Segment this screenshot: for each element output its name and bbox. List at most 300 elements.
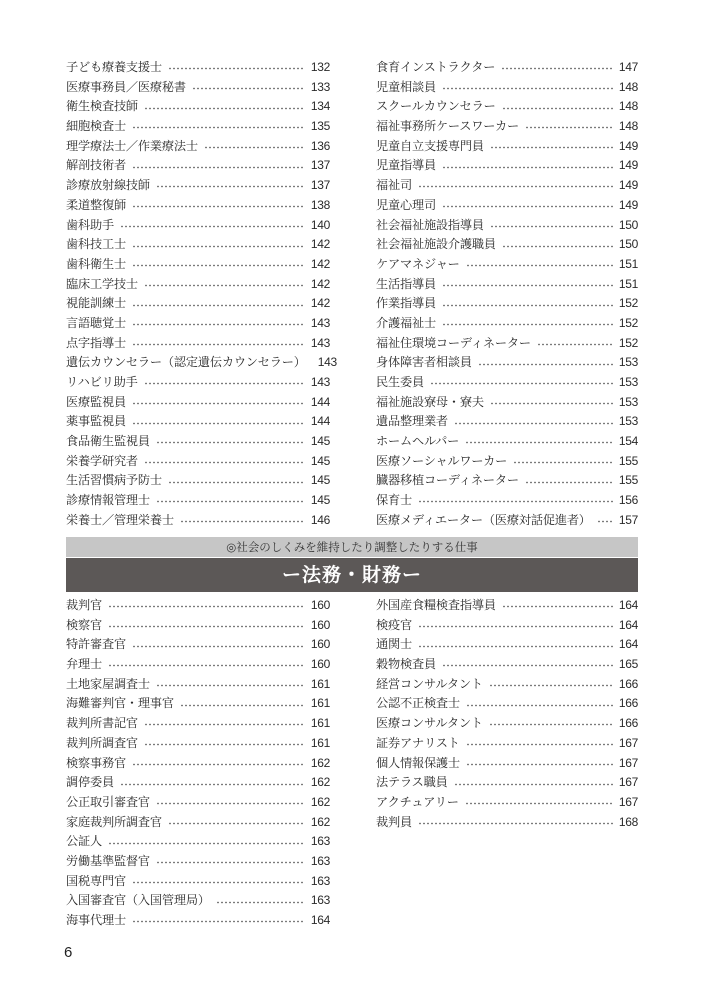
toc-entry-page: 150 bbox=[618, 217, 638, 232]
toc-entry-page: 162 bbox=[310, 814, 330, 829]
toc-entry[interactable] bbox=[66, 616, 330, 636]
toc-entry-page: 143 bbox=[317, 355, 337, 370]
toc-entry[interactable] bbox=[376, 754, 638, 774]
toc-entry[interactable] bbox=[376, 655, 638, 675]
toc-column-health-left bbox=[66, 58, 337, 531]
toc-column-law-left bbox=[66, 596, 330, 931]
toc-entry[interactable] bbox=[376, 694, 638, 714]
toc-entry-page: 167 bbox=[618, 735, 638, 750]
toc-entry[interactable] bbox=[66, 852, 330, 872]
section-banner bbox=[66, 537, 638, 592]
toc-entry[interactable] bbox=[376, 334, 638, 354]
toc-entry-title: 土地家屋調査士 bbox=[66, 676, 150, 691]
dot-leader bbox=[502, 245, 613, 248]
toc-entry[interactable] bbox=[66, 813, 330, 833]
toc-entry[interactable] bbox=[376, 235, 638, 255]
toc-entry-page: 151 bbox=[618, 276, 638, 291]
toc-entry-page: 168 bbox=[618, 814, 638, 829]
dot-leader bbox=[525, 481, 613, 484]
toc-entry-page: 161 bbox=[310, 735, 330, 750]
toc-entry[interactable] bbox=[66, 832, 330, 852]
toc-entry[interactable] bbox=[66, 714, 330, 734]
page-number: 6 bbox=[64, 944, 73, 961]
toc-entry[interactable] bbox=[66, 393, 330, 413]
toc-entry-title: 穀物検査員 bbox=[376, 657, 436, 672]
toc-entry-page: 152 bbox=[618, 315, 638, 330]
toc-entry-title: 臓器移植コーディネーター bbox=[376, 473, 519, 488]
toc-entry-page: 149 bbox=[618, 197, 638, 212]
toc-entry-page: 166 bbox=[618, 676, 638, 691]
toc-entry-page: 138 bbox=[310, 197, 330, 212]
dot-leader bbox=[489, 723, 613, 726]
dot-leader bbox=[108, 605, 305, 608]
toc-entry-title: 福祉司 bbox=[376, 178, 412, 193]
toc-entry-title: 子ども療養支援士 bbox=[66, 60, 162, 74]
toc-entry-page: 155 bbox=[618, 453, 638, 468]
dot-leader bbox=[430, 382, 613, 385]
toc-entry-title: アクチュアリー bbox=[376, 794, 459, 809]
toc-entry-title: 視能訓練士 bbox=[66, 296, 126, 311]
toc-entry-title: 児童相談員 bbox=[376, 79, 436, 94]
toc-entry-title: 児童心理司 bbox=[376, 197, 436, 212]
toc-entry-title: スクールカウンセラー bbox=[376, 99, 496, 114]
toc-entry-page: 154 bbox=[618, 434, 638, 449]
dot-leader bbox=[597, 520, 613, 523]
toc-entry[interactable] bbox=[376, 471, 638, 491]
toc-entry-title: 医療事務員／医療秘書 bbox=[66, 79, 186, 94]
toc-entry-page: 160 bbox=[310, 657, 330, 672]
dot-leader bbox=[132, 920, 305, 923]
toc-entry-title: 食育インストラクター bbox=[376, 60, 496, 74]
toc-entry[interactable] bbox=[66, 216, 330, 236]
toc-entry-page: 164 bbox=[618, 598, 638, 612]
toc-entry[interactable] bbox=[376, 734, 638, 754]
toc-entry-page: 161 bbox=[310, 696, 330, 711]
toc-entry[interactable] bbox=[66, 176, 330, 196]
toc-entry-title: 言語聴覚士 bbox=[66, 315, 126, 330]
toc-entry-title: 歯科技工士 bbox=[66, 237, 126, 252]
toc-entry-page: 167 bbox=[618, 755, 638, 770]
dot-leader bbox=[168, 67, 305, 70]
toc-entry-title: 検疫官 bbox=[376, 617, 412, 632]
toc-entry-page: 163 bbox=[310, 834, 330, 849]
dot-leader bbox=[465, 802, 613, 805]
toc-entry[interactable] bbox=[376, 176, 638, 196]
dot-leader bbox=[442, 205, 613, 208]
dot-leader bbox=[466, 743, 613, 746]
toc-entry-title: 薬事監視員 bbox=[66, 414, 126, 429]
dot-leader bbox=[132, 205, 305, 208]
toc-entry[interactable] bbox=[66, 117, 330, 137]
dot-leader bbox=[442, 284, 613, 287]
dot-leader bbox=[108, 842, 305, 845]
toc-entry-title: 公正取引審査官 bbox=[66, 794, 150, 809]
toc-entry[interactable] bbox=[66, 294, 330, 314]
toc-entry[interactable] bbox=[66, 872, 330, 892]
toc-entry-page: 144 bbox=[310, 394, 330, 409]
toc-entry-page: 143 bbox=[310, 335, 330, 350]
toc-entry-page: 164 bbox=[618, 617, 638, 632]
toc-entry-title: 弁理士 bbox=[66, 657, 102, 672]
dot-leader bbox=[156, 185, 305, 188]
toc-entry-title: 家庭裁判所調査官 bbox=[66, 814, 162, 829]
toc-entry-title: 福祉住環境コーディネーター bbox=[376, 335, 531, 350]
toc-entry-page: 146 bbox=[310, 512, 330, 527]
toc-entry[interactable] bbox=[376, 675, 638, 695]
dot-leader bbox=[132, 422, 305, 425]
toc-entry[interactable] bbox=[66, 412, 330, 432]
toc-entry[interactable] bbox=[66, 275, 330, 295]
dot-leader bbox=[454, 422, 613, 425]
toc-entry-title: 調停委員 bbox=[66, 775, 114, 790]
toc-entry-title: 生活指導員 bbox=[376, 276, 436, 291]
dot-leader bbox=[489, 684, 613, 687]
dot-leader bbox=[132, 166, 305, 169]
dot-leader bbox=[442, 166, 613, 169]
toc-entry-title: 医療ソーシャルワーカー bbox=[376, 453, 508, 468]
toc-entry-page: 150 bbox=[618, 237, 638, 252]
toc-entry[interactable] bbox=[66, 471, 330, 491]
toc-entry[interactable] bbox=[66, 255, 330, 275]
dot-leader bbox=[132, 245, 305, 248]
toc-entry-page: 142 bbox=[310, 296, 330, 311]
toc-entry-page: 164 bbox=[310, 913, 330, 927]
dot-leader bbox=[466, 763, 613, 766]
toc-entry-title: ホームヘルパー bbox=[376, 434, 460, 449]
toc-entry-title: 栄養士／管理栄養士 bbox=[66, 512, 174, 527]
dot-leader bbox=[132, 402, 305, 405]
toc-entry-title: 身体障害者相談員 bbox=[376, 355, 472, 370]
dot-leader bbox=[478, 363, 613, 366]
toc-entry-title: ケアマネジャー bbox=[376, 256, 460, 271]
toc-entry[interactable] bbox=[376, 432, 638, 452]
toc-entry-title: 作業指導員 bbox=[376, 296, 436, 311]
toc-entry-title: 遺品整理業者 bbox=[376, 414, 448, 429]
toc-entry[interactable] bbox=[376, 491, 638, 511]
dot-leader bbox=[466, 264, 613, 267]
toc-entry-page: 167 bbox=[618, 775, 638, 790]
toc-entry-title: 経営コンサルタント bbox=[376, 676, 483, 691]
toc-entry-title: 福祉事務所ケースワーカー bbox=[376, 119, 519, 134]
toc-entry-page: 149 bbox=[618, 138, 638, 153]
dot-leader bbox=[442, 304, 613, 307]
toc-entry-page: 163 bbox=[310, 873, 330, 888]
toc-entry-title: 国税専門官 bbox=[66, 873, 126, 888]
toc-entry-page: 162 bbox=[310, 755, 330, 770]
toc-entry-title: 社会福祉施設指導員 bbox=[376, 217, 484, 232]
toc-entry-page: 148 bbox=[618, 119, 638, 134]
toc-entry-title: リハビリ助手 bbox=[66, 375, 138, 389]
toc-entry[interactable] bbox=[376, 196, 638, 216]
toc-entry-page: 167 bbox=[618, 794, 638, 809]
toc-entry-page: 145 bbox=[310, 453, 330, 468]
dot-leader bbox=[120, 783, 305, 786]
dot-leader bbox=[454, 783, 613, 786]
dot-leader bbox=[132, 323, 305, 326]
toc-entry[interactable] bbox=[66, 334, 330, 354]
toc-entry-title: 証券アナリスト bbox=[376, 735, 460, 750]
toc-entry-title: 点字指導士 bbox=[66, 335, 126, 350]
toc-entry[interactable] bbox=[376, 452, 638, 472]
toc-entry[interactable] bbox=[66, 235, 330, 255]
toc-entry-title: 臨床工学技士 bbox=[66, 276, 138, 291]
toc-entry-page: 164 bbox=[618, 637, 638, 652]
toc-entry[interactable] bbox=[66, 97, 330, 117]
toc-entry-page: 156 bbox=[618, 493, 638, 508]
toc-entry-title: 生活習慣病予防士 bbox=[66, 473, 162, 488]
dot-leader bbox=[180, 704, 305, 707]
dot-leader bbox=[108, 664, 305, 667]
toc-entry[interactable] bbox=[66, 314, 330, 334]
toc-entry[interactable] bbox=[66, 754, 330, 774]
toc-entry-title: 解剖技術者 bbox=[66, 158, 126, 173]
dot-leader bbox=[490, 402, 613, 405]
toc-entry-title: 保育士 bbox=[376, 493, 412, 508]
toc-entry[interactable] bbox=[376, 714, 638, 734]
dot-leader bbox=[466, 704, 613, 707]
dot-leader bbox=[144, 723, 305, 726]
toc-entry-title: 社会福祉施設介護職員 bbox=[376, 237, 496, 252]
toc-entry-title: 医療メディエーター（医療対話促進者） bbox=[376, 512, 591, 527]
toc-entry-title: 診療放射線技師 bbox=[66, 178, 150, 193]
toc-entry-page: 144 bbox=[310, 414, 330, 429]
toc-entry[interactable] bbox=[376, 373, 638, 393]
toc-entry-page: 149 bbox=[618, 158, 638, 173]
toc-entry[interactable] bbox=[66, 373, 330, 393]
toc-entry-title: 理学療法士／作業療法士 bbox=[66, 138, 198, 153]
toc-entry-page: 142 bbox=[310, 276, 330, 291]
toc-entry[interactable] bbox=[66, 694, 330, 714]
toc-entry-title: 柔道整復師 bbox=[66, 197, 126, 212]
toc-entry[interactable] bbox=[376, 78, 638, 98]
toc-entry-title: 食品衛生監視員 bbox=[66, 434, 150, 449]
toc-entry-page: 153 bbox=[618, 414, 638, 429]
toc-entry-title: 個人情報保護士 bbox=[376, 755, 460, 770]
dot-leader bbox=[144, 382, 305, 385]
toc-entry-page: 135 bbox=[310, 119, 330, 134]
toc-entry-title: 医療監視員 bbox=[66, 394, 126, 409]
toc-entry-title: 医療コンサルタント bbox=[376, 716, 483, 731]
dot-leader bbox=[525, 126, 613, 129]
dot-leader bbox=[442, 87, 613, 90]
toc-entry-title: 海事代理士 bbox=[66, 913, 126, 927]
toc-entry-title: 公証人 bbox=[66, 834, 102, 849]
toc-entry-page: 145 bbox=[310, 473, 330, 488]
toc-entry[interactable] bbox=[376, 294, 638, 314]
dot-leader bbox=[216, 901, 305, 904]
toc-entry-page: 132 bbox=[310, 60, 330, 74]
toc-entry-page: 147 bbox=[618, 60, 638, 74]
section-title: ー法務・財務ー bbox=[66, 558, 638, 592]
toc-entry[interactable] bbox=[376, 635, 638, 655]
toc-entry-page: 148 bbox=[618, 79, 638, 94]
toc-entry[interactable] bbox=[66, 891, 330, 911]
toc-entry[interactable] bbox=[66, 137, 330, 157]
toc-entry[interactable] bbox=[376, 393, 638, 413]
toc-entry-title: 外国産食糧検査指導員 bbox=[376, 598, 496, 612]
toc-entry[interactable] bbox=[376, 58, 638, 78]
toc-entry-title: 栄養学研究者 bbox=[66, 453, 138, 468]
toc-entry-title: 公認不正検査士 bbox=[376, 696, 460, 711]
toc-entry-page: 162 bbox=[310, 794, 330, 809]
toc-entry[interactable] bbox=[66, 491, 330, 511]
toc-entry-page: 136 bbox=[310, 138, 330, 153]
toc-entry[interactable] bbox=[66, 511, 330, 531]
toc-entry[interactable] bbox=[66, 78, 330, 98]
dot-leader bbox=[465, 441, 613, 444]
toc-entry-page: 148 bbox=[618, 99, 638, 114]
toc-entry[interactable] bbox=[66, 452, 330, 472]
toc-entry[interactable] bbox=[376, 596, 638, 616]
toc-entry-title: 法テラス職員 bbox=[376, 775, 448, 790]
toc-entry-page: 162 bbox=[310, 775, 330, 790]
toc-entry-page: 166 bbox=[618, 716, 638, 731]
toc-entry-page: 134 bbox=[310, 99, 330, 114]
toc-entry[interactable] bbox=[376, 314, 638, 334]
dot-leader bbox=[192, 87, 305, 90]
dot-leader bbox=[418, 500, 613, 503]
toc-entry[interactable] bbox=[376, 117, 638, 137]
toc-entry-page: 145 bbox=[310, 434, 330, 449]
toc-entry[interactable] bbox=[376, 793, 638, 813]
toc-entry[interactable] bbox=[376, 813, 638, 833]
toc-entry-title: 民生委員 bbox=[376, 375, 424, 389]
toc-entry-title: 裁判所調査官 bbox=[66, 735, 138, 750]
toc-entry-page: 155 bbox=[618, 473, 638, 488]
dot-leader bbox=[156, 861, 305, 864]
toc-entry[interactable] bbox=[66, 655, 330, 675]
toc-entry[interactable] bbox=[66, 432, 330, 452]
toc-entry[interactable] bbox=[376, 216, 638, 236]
toc-entry-title: 介護福祉士 bbox=[376, 315, 436, 330]
toc-entry-title: 検察官 bbox=[66, 617, 102, 632]
toc-entry-page: 166 bbox=[618, 696, 638, 711]
toc-entry-page: 157 bbox=[618, 512, 638, 527]
toc-entry-page: 163 bbox=[310, 853, 330, 868]
toc-entry-title: 裁判官 bbox=[66, 598, 102, 612]
toc-entry[interactable] bbox=[66, 196, 330, 216]
toc-entry-page: 143 bbox=[310, 315, 330, 330]
toc-entry[interactable] bbox=[376, 511, 638, 531]
dot-leader bbox=[418, 822, 613, 825]
dot-leader bbox=[204, 146, 305, 149]
toc-entry[interactable] bbox=[376, 255, 638, 275]
toc-entry-page: 160 bbox=[310, 598, 330, 612]
toc-entry-title: 海難審判官・理事官 bbox=[66, 696, 174, 711]
toc-entry-page: 149 bbox=[618, 178, 638, 193]
toc-entry-title: 裁判所書記官 bbox=[66, 716, 138, 731]
dot-leader bbox=[132, 763, 305, 766]
toc-entry-title: 入国審査官（入国管理局） bbox=[66, 893, 210, 908]
dot-leader bbox=[132, 304, 305, 307]
dot-leader bbox=[502, 605, 613, 608]
toc-entry-title: 検察事務官 bbox=[66, 755, 126, 770]
toc-entry-title: 労働基準監督官 bbox=[66, 853, 150, 868]
dot-leader bbox=[490, 225, 613, 228]
toc-entry-page: 143 bbox=[310, 375, 330, 389]
toc-entry[interactable] bbox=[376, 773, 638, 793]
toc-entry-title: 児童指導員 bbox=[376, 158, 436, 173]
dot-leader bbox=[144, 107, 305, 110]
dot-leader bbox=[156, 441, 305, 444]
toc-entry[interactable] bbox=[66, 635, 330, 655]
toc-entry[interactable] bbox=[66, 58, 330, 78]
toc-entry-title: 遺伝カウンセラー（認定遺伝カウンセラー） bbox=[66, 355, 306, 370]
toc-entry[interactable] bbox=[66, 773, 330, 793]
dot-leader bbox=[442, 664, 613, 667]
toc-entry-page: 133 bbox=[310, 79, 330, 94]
toc-entry[interactable] bbox=[376, 275, 638, 295]
toc-column-law-right bbox=[376, 596, 638, 832]
toc-entry-page: 161 bbox=[310, 676, 330, 691]
toc-entry-page: 160 bbox=[310, 617, 330, 632]
toc-entry-page: 152 bbox=[618, 296, 638, 311]
dot-leader bbox=[132, 881, 305, 884]
section-subtitle: ◎社会のしくみを維持したり調整したりする仕事 bbox=[66, 537, 638, 557]
toc-entry-page: 145 bbox=[310, 493, 330, 508]
toc-entry-page: 137 bbox=[310, 158, 330, 173]
dot-leader bbox=[132, 264, 305, 267]
dot-leader bbox=[156, 500, 305, 503]
toc-entry-page: 163 bbox=[310, 893, 330, 908]
toc-entry[interactable] bbox=[376, 97, 638, 117]
dot-leader bbox=[144, 743, 305, 746]
dot-leader bbox=[132, 126, 305, 129]
dot-leader bbox=[180, 520, 305, 523]
toc-entry-page: 153 bbox=[618, 355, 638, 370]
toc-entry[interactable] bbox=[66, 675, 330, 695]
dot-leader bbox=[418, 645, 613, 648]
dot-leader bbox=[144, 284, 305, 287]
toc-entry[interactable] bbox=[376, 156, 638, 176]
toc-entry[interactable] bbox=[376, 412, 638, 432]
toc-entry[interactable] bbox=[66, 734, 330, 754]
toc-entry[interactable] bbox=[66, 156, 330, 176]
toc-entry[interactable] bbox=[376, 353, 638, 373]
dot-leader bbox=[537, 343, 613, 346]
toc-entry-title: 細胞検査士 bbox=[66, 119, 126, 134]
dot-leader bbox=[418, 625, 613, 628]
toc-entry-page: 140 bbox=[310, 217, 330, 232]
toc-entry-page: 142 bbox=[310, 237, 330, 252]
toc-entry[interactable] bbox=[376, 616, 638, 636]
toc-entry-title: 歯科助手 bbox=[66, 217, 114, 232]
toc-entry-title: 衛生検査技師 bbox=[66, 99, 138, 114]
toc-entry-title: 歯科衛生士 bbox=[66, 256, 126, 271]
toc-entry-page: 137 bbox=[310, 178, 330, 193]
dot-leader bbox=[132, 645, 305, 648]
toc-entry-page: 142 bbox=[310, 256, 330, 271]
toc-entry-page: 153 bbox=[618, 394, 638, 409]
toc-entry[interactable] bbox=[66, 596, 330, 616]
toc-entry-page: 165 bbox=[618, 657, 638, 672]
toc-entry[interactable] bbox=[66, 353, 337, 373]
toc-entry[interactable] bbox=[66, 911, 330, 931]
toc-entry-page: 161 bbox=[310, 716, 330, 731]
toc-entry-title: 通関士 bbox=[376, 637, 412, 652]
toc-entry[interactable] bbox=[66, 793, 330, 813]
toc-entry-title: 児童自立支援専門員 bbox=[376, 138, 484, 153]
toc-entry-page: 151 bbox=[618, 256, 638, 271]
dot-leader bbox=[502, 107, 613, 110]
toc-entry[interactable] bbox=[376, 137, 638, 157]
dot-leader bbox=[168, 822, 305, 825]
dot-leader bbox=[418, 185, 613, 188]
toc-entry-title: 特許審査官 bbox=[66, 637, 126, 652]
dot-leader bbox=[168, 481, 305, 484]
dot-leader bbox=[501, 67, 613, 70]
dot-leader bbox=[132, 343, 305, 346]
